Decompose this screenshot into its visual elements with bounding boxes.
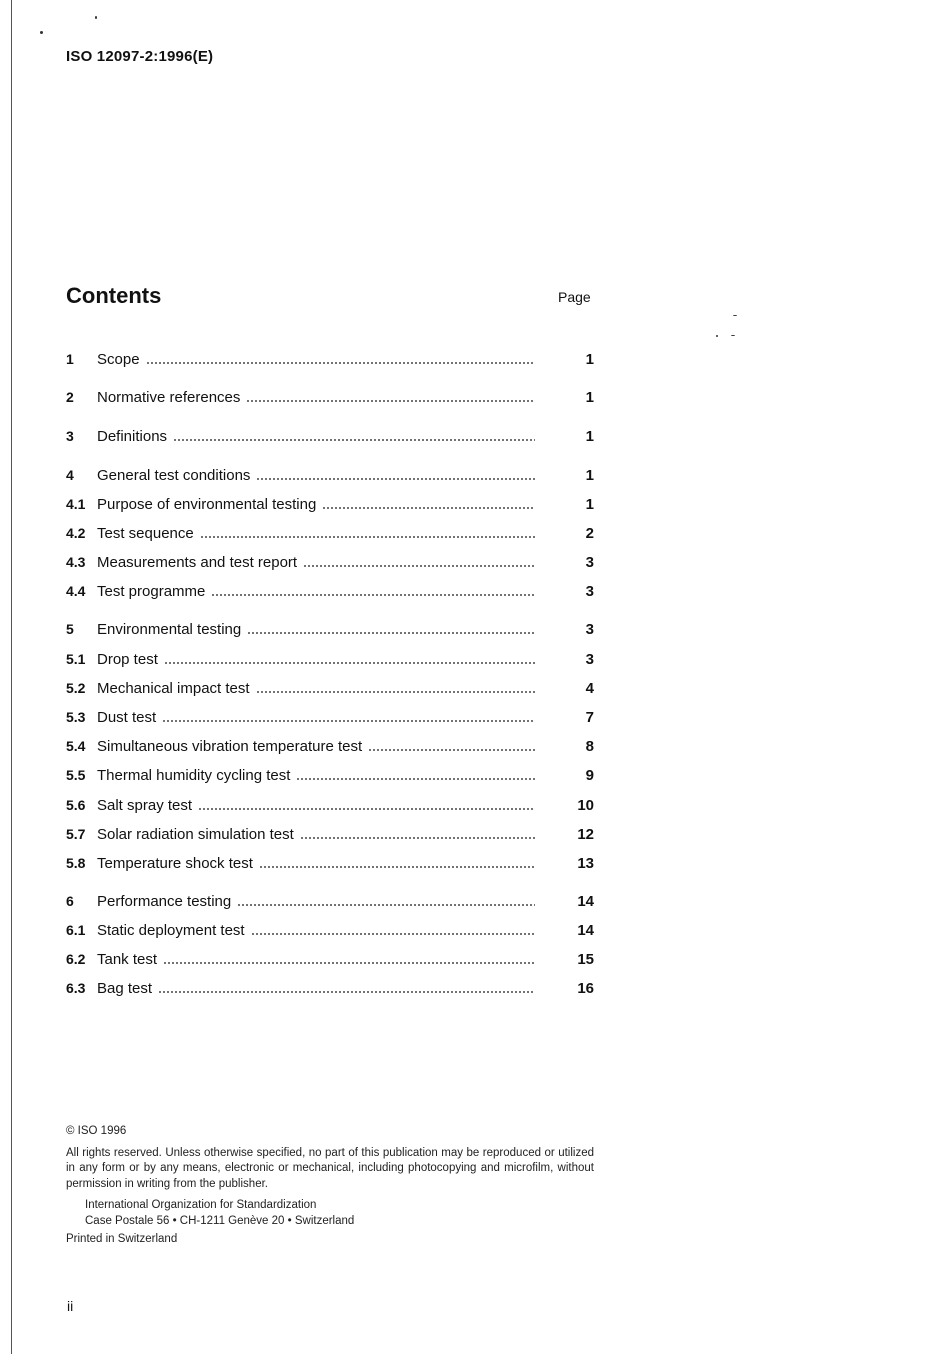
toc-entry[interactable] [66, 351, 594, 371]
toc-leader [231, 904, 594, 910]
toc-leader [205, 594, 594, 600]
scan-speck [731, 335, 735, 336]
toc-entry-page: 1 [585, 428, 594, 445]
toc-entry[interactable] [66, 554, 594, 574]
toc-entry-number: 5.7 [66, 826, 86, 842]
copyright-block [66, 1124, 594, 1248]
scan-edge-line [11, 0, 12, 1354]
toc-entry[interactable] [66, 680, 594, 700]
toc-entry-title: Tank test [97, 951, 158, 968]
toc-entry-page: 3 [585, 583, 594, 600]
toc-entry-title: Performance testing [97, 893, 232, 910]
printed-in: Printed in Switzerland [66, 1233, 178, 1245]
toc-entry-number: 1 [66, 351, 74, 367]
toc-entry[interactable] [66, 767, 594, 787]
toc-entry-number: 4.1 [66, 496, 86, 512]
toc-leader [158, 662, 594, 668]
toc-entry[interactable] [66, 893, 594, 913]
toc-entry-title: Thermal humidity cycling test [97, 767, 291, 784]
toc-entry[interactable] [66, 583, 594, 603]
toc-leader [152, 991, 594, 997]
toc-entry-number: 4 [66, 467, 74, 483]
rights-statement: All rights reserved. Unless otherwise specified, no part of this publication may be reproduced or utilized in any form or by any means, electronic or mechanical, including photocopying and microfilm, without permission in writing from the publisher. [66, 1146, 594, 1190]
toc-entry-page: 1 [585, 351, 594, 368]
toc-entry-title: Purpose of environmental testing [97, 496, 317, 513]
toc-leader [140, 362, 594, 368]
toc-entry-page: 9 [585, 767, 594, 784]
toc-entry-number: 4.4 [66, 583, 86, 599]
toc-entry[interactable] [66, 951, 594, 971]
toc-leader [240, 400, 594, 406]
toc-entry[interactable] [66, 709, 594, 729]
toc-entry-title: Temperature shock test [97, 855, 253, 872]
toc-entry-number: 5.4 [66, 738, 86, 754]
scan-speck [733, 315, 737, 316]
toc-entry-number: 5 [66, 621, 74, 637]
toc-entry[interactable] [66, 855, 594, 875]
document-id: ISO 12097-2:1996(E) [66, 48, 214, 65]
toc-entry-number: 6.3 [66, 980, 86, 996]
toc-entry-title: Salt spray test [97, 797, 193, 814]
toc-entry[interactable] [66, 496, 594, 516]
toc-leader [290, 778, 594, 784]
toc-leader [316, 507, 594, 513]
toc-entry[interactable] [66, 738, 594, 758]
toc-entry[interactable] [66, 525, 594, 545]
scan-speck [716, 335, 718, 337]
toc-entry-page: 12 [577, 826, 594, 843]
copyright-notice: © ISO 1996 [66, 1125, 127, 1137]
toc-entry-page: 14 [577, 922, 594, 939]
toc-entry-page: 1 [585, 496, 594, 513]
toc-entry-page: 13 [577, 855, 594, 872]
toc-entry-title: Dust test [97, 709, 157, 726]
toc-entry-number: 5.2 [66, 680, 86, 696]
scan-speck [95, 16, 97, 19]
toc-entry-page: 7 [585, 709, 594, 726]
toc-entry-page: 2 [585, 525, 594, 542]
toc-entry[interactable] [66, 826, 594, 846]
toc-entry[interactable] [66, 428, 594, 448]
toc-leader [194, 536, 594, 542]
toc-entry-number: 4.3 [66, 554, 86, 570]
toc-entry-title: Environmental testing [97, 621, 242, 638]
toc-leader [253, 866, 594, 872]
toc-entry[interactable] [66, 651, 594, 671]
toc-leader [250, 478, 594, 484]
toc-entry-page: 16 [577, 980, 594, 997]
toc-entry-title: Drop test [97, 651, 158, 668]
toc-leader [192, 808, 594, 814]
scan-speck [40, 31, 43, 34]
toc-entry-page: 3 [585, 554, 594, 571]
contents-title: Contents [66, 283, 162, 308]
toc-leader [294, 837, 594, 843]
toc-entry-title: Mechanical impact test [97, 680, 250, 697]
toc-entry-page: 3 [585, 621, 594, 638]
toc-entry-page: 1 [585, 389, 594, 406]
toc-entry-number: 6 [66, 893, 74, 909]
toc-leader [250, 691, 594, 697]
toc-entry-title: Solar radiation simulation test [97, 826, 294, 843]
toc-leader [167, 439, 594, 445]
toc-leader [157, 962, 594, 968]
toc-entry-title: Simultaneous vibration temperature test [97, 738, 363, 755]
toc-entry[interactable] [66, 389, 594, 409]
toc-entry-number: 5.3 [66, 709, 86, 725]
toc-entry-page: 1 [585, 467, 594, 484]
toc-entry-title: Test programme [97, 583, 206, 600]
publisher-name: International Organization for Standardization [85, 1199, 317, 1211]
toc-entry-number: 5.5 [66, 767, 86, 783]
toc-entry-page: 8 [585, 738, 594, 755]
toc-leader [245, 933, 594, 939]
toc-entry-number: 3 [66, 428, 74, 444]
toc-entry-title: Definitions [97, 428, 168, 445]
toc-entry-number: 5.6 [66, 797, 86, 813]
toc-entry-number: 6.2 [66, 951, 86, 967]
publisher-address: Case Postale 56 • CH-1211 Genève 20 • Switzerland [85, 1214, 355, 1227]
toc-entry-page: 10 [577, 797, 594, 814]
toc-entry-page: 4 [585, 680, 594, 697]
toc-entry-number: 4.2 [66, 525, 86, 541]
toc-entry[interactable] [66, 980, 594, 1000]
toc-entry-title: Normative references [97, 389, 241, 406]
toc-entry-title: Test sequence [97, 525, 194, 542]
page-number: ii [67, 1298, 74, 1314]
toc-entry-title: Bag test [97, 980, 153, 997]
toc-leader [156, 720, 594, 726]
toc-entry-page: 15 [577, 951, 594, 968]
page-column-label: Page [558, 289, 591, 305]
toc-entry-title: Scope [97, 351, 140, 368]
toc-entry-title: Static deployment test [97, 922, 245, 939]
toc-entry-title: General test conditions [97, 467, 251, 484]
toc-entry-page: 14 [577, 893, 594, 910]
toc-entry-number: 2 [66, 389, 74, 405]
toc-leader [297, 565, 594, 571]
toc-entry-page: 3 [585, 651, 594, 668]
toc-entry[interactable] [66, 467, 594, 487]
toc-entry-title: Measurements and test report [97, 554, 298, 571]
toc-entry-number: 5.1 [66, 651, 86, 667]
toc-entry-number: 6.1 [66, 922, 86, 938]
toc-entry-number: 5.8 [66, 855, 86, 871]
toc-entry[interactable] [66, 797, 594, 817]
toc-entry[interactable] [66, 922, 594, 942]
toc-entry[interactable] [66, 621, 594, 641]
toc-leader [241, 632, 594, 638]
